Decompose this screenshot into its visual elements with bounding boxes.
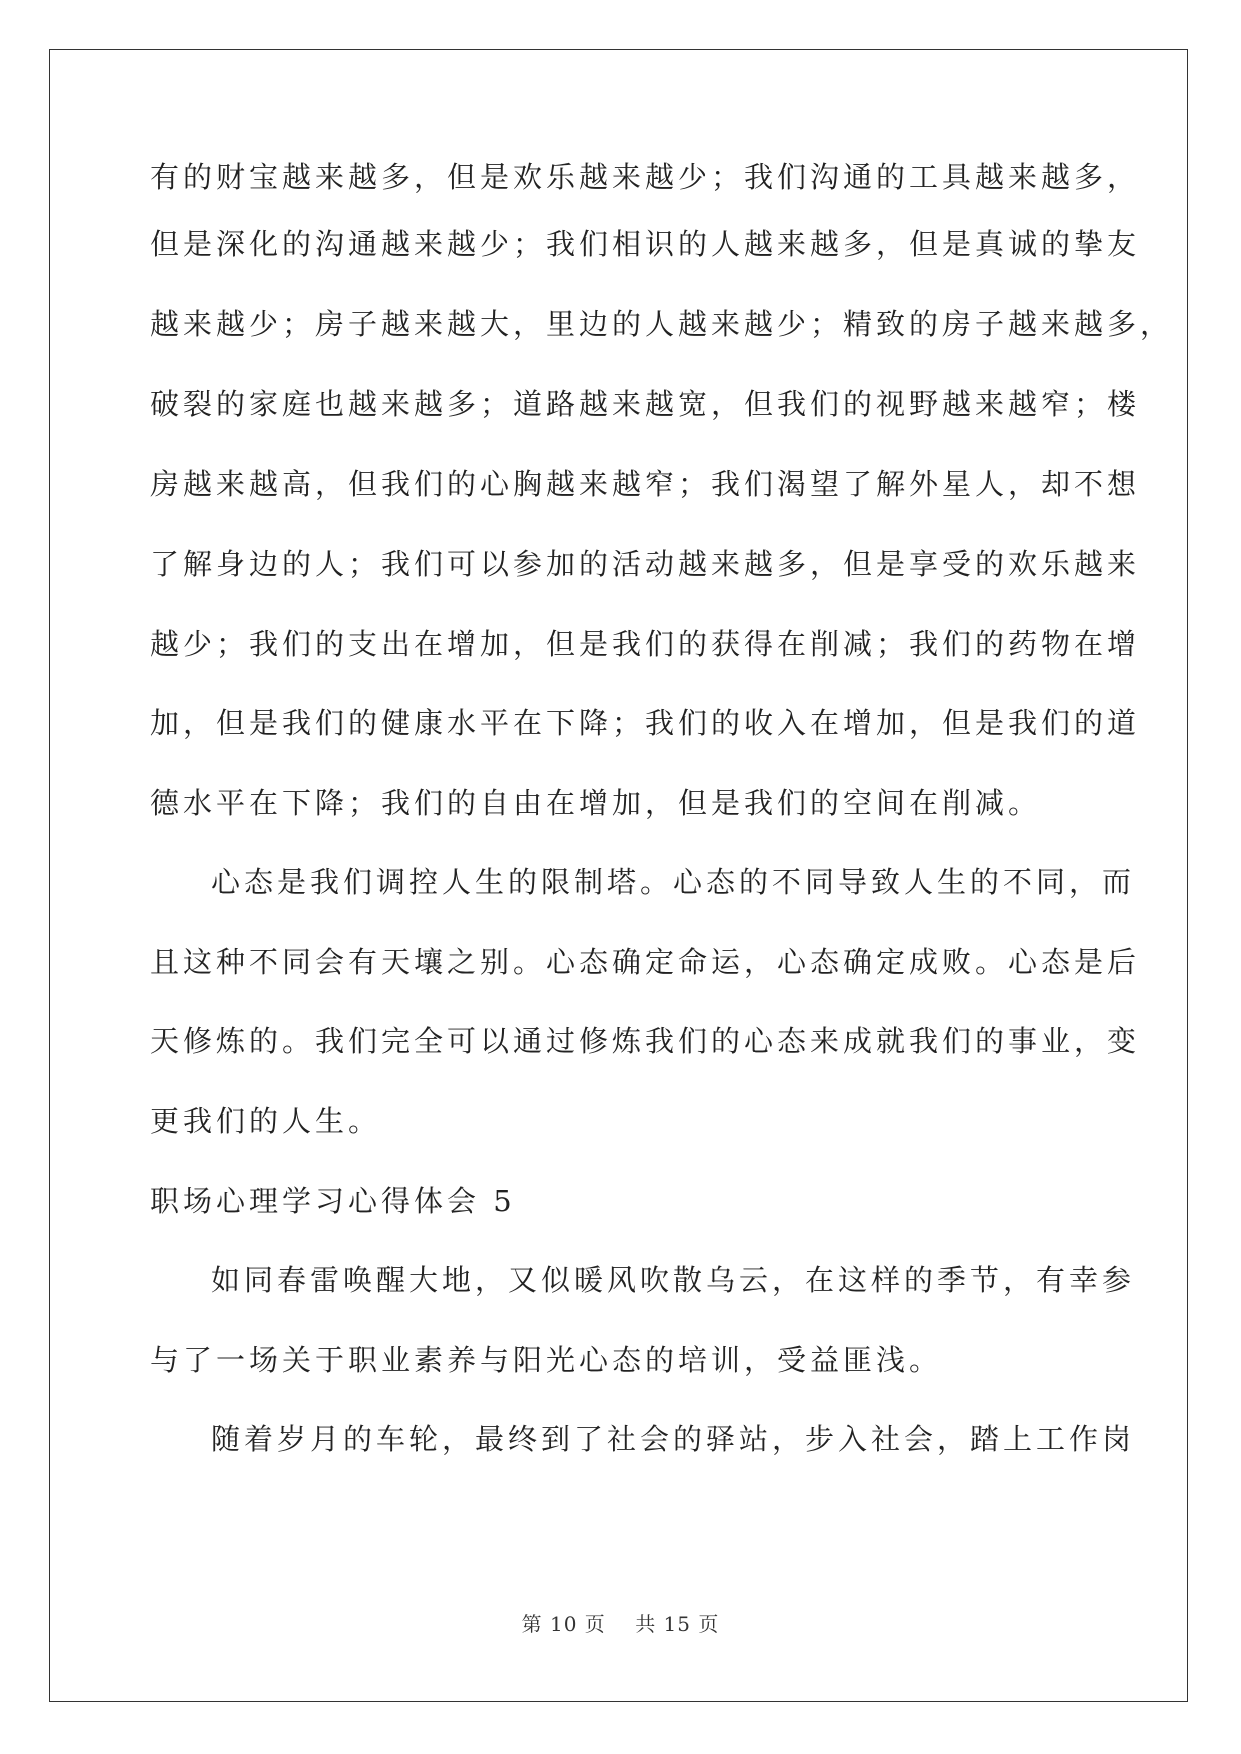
page-number-label: 第 10 页 共 15 页 [521,1612,720,1636]
text-line-11: 且这种不同会有天壤之别。心态确定命运，心态确定成败。心态是后 [150,945,1141,979]
text-line-16: 与了一场关于职业素养与阳光心态的培训，受益匪浅。 [150,1343,943,1377]
text-line-9: 德水平在下降；我们的自由在增加，但是我们的空间在削减。 [150,786,1042,820]
page-footer [0,1611,1241,1637]
text-line-10: 心态是我们调控人生的限制塔。心态的不同导致人生的不同，而 [211,865,1136,899]
section-heading: 职场心理学习心得体会 5 [150,1184,516,1218]
text-line-8: 加，但是我们的健康水平在下降；我们的收入在增加，但是我们的道 [150,706,1141,740]
text-line-13: 更我们的人生。 [150,1104,382,1138]
text-line-3: 越来越少；房子越来越大，里边的人越来越少；精致的房子越来越多， [150,307,1174,341]
text-line-4: 破裂的家庭也越来越多；道路越来越宽，但我们的视野越来越窄；楼 [150,387,1141,421]
text-line-5: 房越来越高，但我们的心胸越来越窄；我们渴望了解外星人，却不想 [150,467,1141,501]
text-line-15: 如同春雷唤醒大地，又似暖风吹散乌云，在这样的季节，有幸参 [211,1263,1136,1297]
text-line-12: 天修炼的。我们完全可以通过修炼我们的心态来成就我们的事业，变 [150,1024,1141,1058]
text-line-7: 越少；我们的支出在增加，但是我们的获得在削减；我们的药物在增 [150,627,1141,661]
text-line-2: 但是深化的沟通越来越少；我们相识的人越来越多，但是真诚的挚友 [150,227,1141,261]
text-line-17: 随着岁月的车轮，最终到了社会的驿站，步入社会，踏上工作岗 [211,1422,1136,1456]
text-line-1: 有的财宝越来越多，但是欢乐越来越少；我们沟通的工具越来越多， [150,160,1141,194]
text-line-6: 了解身边的人；我们可以参加的活动越来越多，但是享受的欢乐越来 [150,547,1141,581]
